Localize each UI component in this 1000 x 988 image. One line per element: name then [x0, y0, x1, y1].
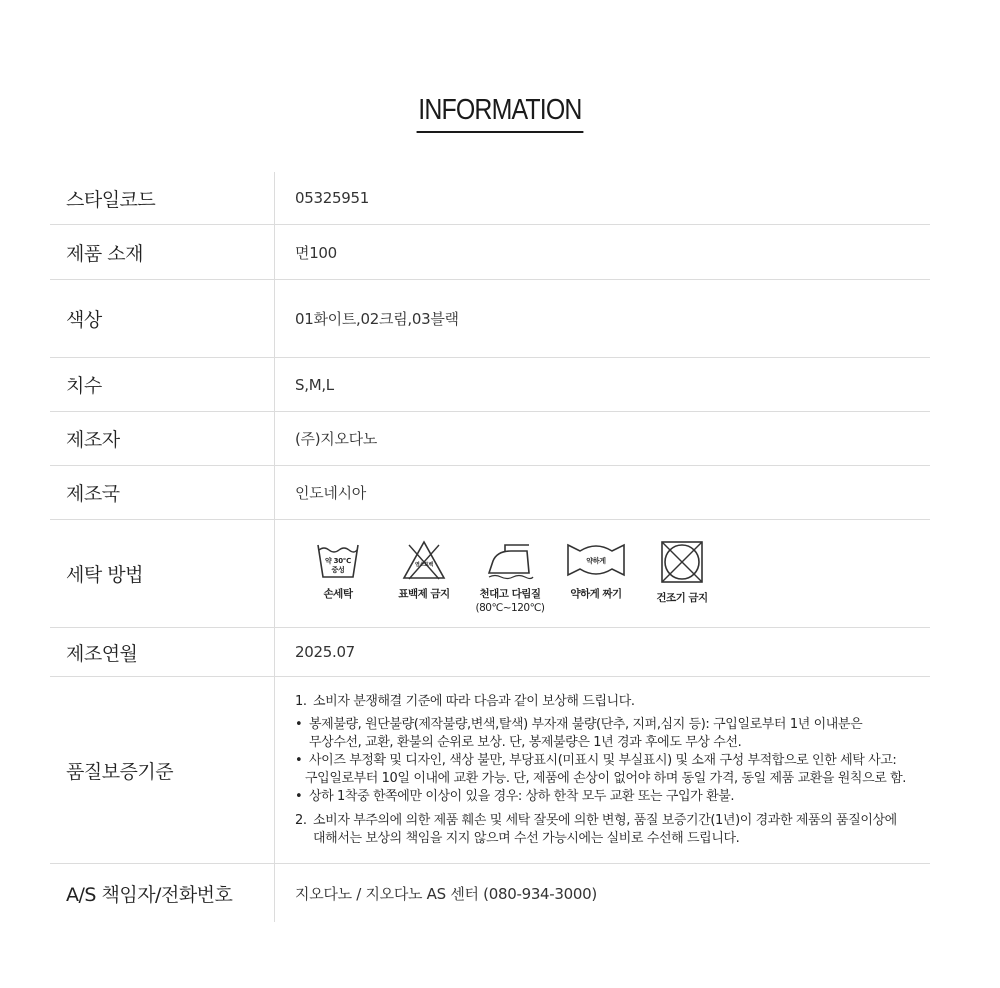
- value-quality: [275, 677, 931, 864]
- value-size: S,M,L: [275, 358, 931, 412]
- quality-item-2-num: 2.: [295, 812, 307, 828]
- page-title: INFORMATION: [417, 92, 584, 133]
- wring-label: 약하게: [586, 556, 606, 565]
- quality-item-1: [295, 693, 930, 711]
- quality-item-1-text: 소비자 분쟁해결 기준에 따라 다음과 같이 보상해 드립니다.: [313, 693, 635, 709]
- label-size: 치수: [50, 358, 275, 412]
- row-as: [50, 864, 930, 923]
- value-washing: [275, 520, 931, 628]
- wash-item-no-dryer: [639, 539, 725, 605]
- row-color: [50, 280, 930, 358]
- quality-item-2-line-1: 소비자 부주의에 의한 제품 훼손 및 세탁 잘못에 의한 변형, 품질 보증기간(1년)이 경과한 제품의 품질이상에: [313, 812, 897, 828]
- quality-item-2-line-2: 대해서는 보상의 책임을 지지 않으며 수선 가능시에는 실비로 수선해 드립니다.: [313, 830, 740, 846]
- bullet-2-line-2: 구입일로부터 10일 이내에 교환 가능. 단, 제품에 손상이 없어야 하며 동일 가격, 동일 제품 교환을 원칙으로 함.: [305, 770, 907, 786]
- bullet-mark-2: •: [295, 752, 303, 768]
- label-style-code: 스타일코드: [50, 172, 275, 225]
- wash-item-wring: [553, 539, 639, 601]
- row-quality: [50, 677, 930, 864]
- wash-item-no-bleach: [381, 539, 467, 601]
- quality-item-1-num: 1.: [295, 693, 307, 709]
- value-color: 01화이트,02크림,03블랙: [275, 280, 931, 358]
- row-washing: [50, 520, 930, 628]
- label-material: 제품 소재: [50, 225, 275, 280]
- value-country: 인도네시아: [275, 466, 931, 520]
- bullet-1-line-1: 봉제불량, 원단불량(제작불량,변색,탈색) 부자재 불량(단추, 지퍼,심지 등): 구입일로부터 1년 이내분은: [309, 716, 863, 732]
- label-country: 제조국: [50, 466, 275, 520]
- row-made-date: [50, 628, 930, 677]
- iron-caption: [476, 587, 545, 615]
- hand-wash-icon: [315, 539, 361, 581]
- iron-icon: [485, 539, 535, 581]
- wash-item-iron: [467, 539, 553, 615]
- no-tumble-dry-icon: [659, 539, 705, 585]
- value-style-code: 05325951: [275, 172, 931, 225]
- label-manufacturer: 제조자: [50, 412, 275, 466]
- wash-icons: [295, 533, 930, 615]
- label-as: A/S 책임자/전화번호: [50, 864, 275, 923]
- value-manufacturer: (주)지오다노: [275, 412, 931, 466]
- title-wrap: [0, 92, 1000, 133]
- wring-caption: 약하게 짜기: [570, 587, 622, 600]
- quality-text: [295, 687, 930, 854]
- value-material: 면100: [275, 225, 931, 280]
- no-dryer-caption: 건조기 금지: [656, 591, 708, 604]
- hand-wash-temp: 약 30℃: [325, 556, 351, 565]
- row-manufacturer: [50, 412, 930, 466]
- iron-caption-line1: 천대고 다림질: [479, 587, 541, 600]
- bullet-1-line-2: 무상수선, 교환, 환불의 순위로 보상. 단, 봉제불량은 1년 경과 후에도 무상 수선.: [309, 734, 742, 750]
- hand-wash-caption: 손세탁: [323, 587, 353, 600]
- quality-bullet-2: [295, 752, 930, 788]
- no-bleach-label: 염소표백: [414, 561, 434, 568]
- wash-item-hand-wash: [295, 539, 381, 601]
- bullet-mark-3: •: [295, 788, 303, 804]
- value-as: 지오다노 / 지오다노 AS 센터 (080-934-3000): [295, 884, 597, 903]
- bullet-2-line-1: 사이즈 부정확 및 디자인, 색상 불만, 부당표시(미표시 및 부실표시) 및 소재 구성 부적합으로 인한 세탁 사고:: [309, 752, 897, 768]
- iron-caption-line2: (80℃~120℃): [475, 601, 545, 614]
- quality-bullet-1: [295, 716, 930, 752]
- label-color: 색상: [50, 280, 275, 358]
- quality-item-2: [295, 812, 930, 848]
- label-made-date: 제조연월: [50, 628, 275, 677]
- quality-bullet-3: [295, 788, 930, 806]
- no-bleach-icon: [401, 539, 447, 581]
- bullet-mark-1: •: [295, 716, 303, 732]
- bullet-3-text: 상하 1착중 한쪽에만 이상이 있을 경우: 상하 한착 모두 교환 또는 구입가 환불.: [309, 788, 735, 804]
- row-style-code: [50, 172, 930, 225]
- hand-wash-neutral: 중성: [331, 565, 345, 574]
- value-made-date: 2025.07: [275, 628, 931, 677]
- no-bleach-caption: 표백제 금지: [398, 587, 450, 600]
- info-table: [50, 172, 930, 922]
- row-country: [50, 466, 930, 520]
- wring-gently-icon: [566, 539, 626, 581]
- row-material: [50, 225, 930, 280]
- label-washing: 세탁 방법: [50, 520, 275, 628]
- row-size: [50, 358, 930, 412]
- label-quality: 품질보증기준: [50, 677, 275, 864]
